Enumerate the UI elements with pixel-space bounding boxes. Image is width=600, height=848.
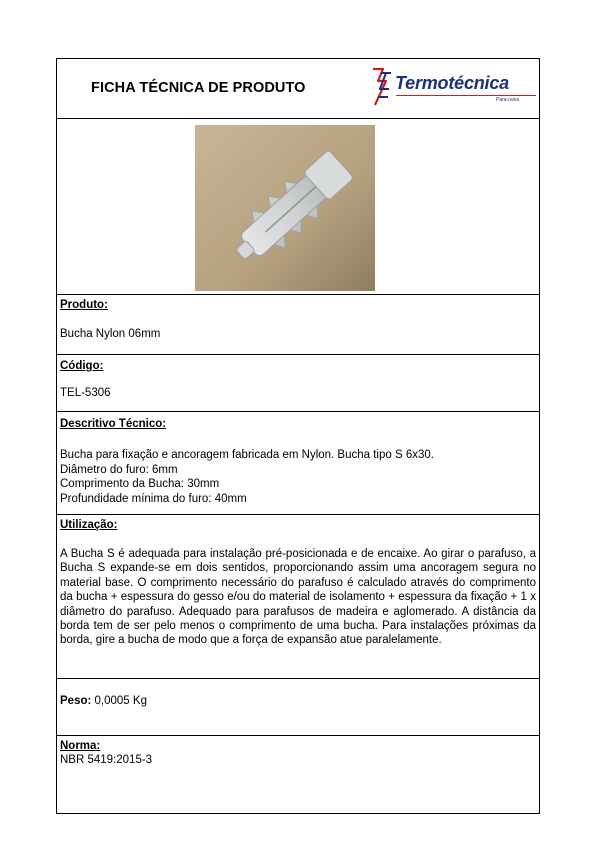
product-photo-row [57,119,539,295]
produto-value: Bucha Nylon 06mm [60,328,161,340]
section-peso [57,679,539,736]
descritivo-line: Diâmetro do furo: 6mm [60,463,178,476]
section-codigo [57,355,539,412]
descritivo-label: Descritivo Técnico: [60,418,167,430]
product-sheet [56,58,540,814]
norma-value: NBR 5419:2015-3 [60,754,153,766]
codigo-label: Código: [60,360,104,372]
descritivo-line: Comprimento da Bucha: 30mm [60,478,220,490]
section-produto [57,295,539,355]
descritivo-line: Bucha para fixação e ancoragem fabricada em Nylon. Bucha tipo S 6x30. [60,449,434,461]
brand-underline [396,95,536,96]
peso-value: 0,0005 Kg [94,695,147,707]
codigo-value: TEL-5306 [60,387,111,399]
section-descritivo [57,412,539,515]
norma-label: Norma: [60,740,101,752]
descritivo-line: Profundidade mínima do furo: 40mm [60,492,247,505]
page-title: FICHA TÉCNICA DE PRODUTO [91,80,306,96]
utilizacao-label: Utilização: [60,519,118,531]
brand-name: Termotécnica [395,73,509,93]
peso-line [60,695,147,707]
peso-label: Peso: [60,695,92,707]
utilizacao-text: A Bucha S é adequada para instalação pré-posicionada e de encaixe. Ao girar o parafuso, a Bucha S expande-se em dois sentidos, proporcionando assim uma ancoragem segura no material base. O comprimento necessário do parafuso é calculado através do comprimento da bucha + espessura do gesso e/ou do material de isolamento + espessura da fixação + 1 x diâmetro do parafuso. Adequado para parafusos de madeira e aglomerado. A distância da borda tem de ser pelo menos o comprimento de uma bucha. Para instalações próximas da borda, gire a bucha de modo que a força de expansão atue paralelamente. [60,548,536,647]
product-photo [195,125,375,291]
brand-tagline: Para-raios [496,97,520,103]
section-norma [57,736,539,813]
brand-logo [369,65,537,111]
produto-label: Produto: [60,299,108,311]
section-utilizacao [57,515,539,679]
sheet-header [57,59,539,119]
lightning-logo-icon [369,67,395,107]
